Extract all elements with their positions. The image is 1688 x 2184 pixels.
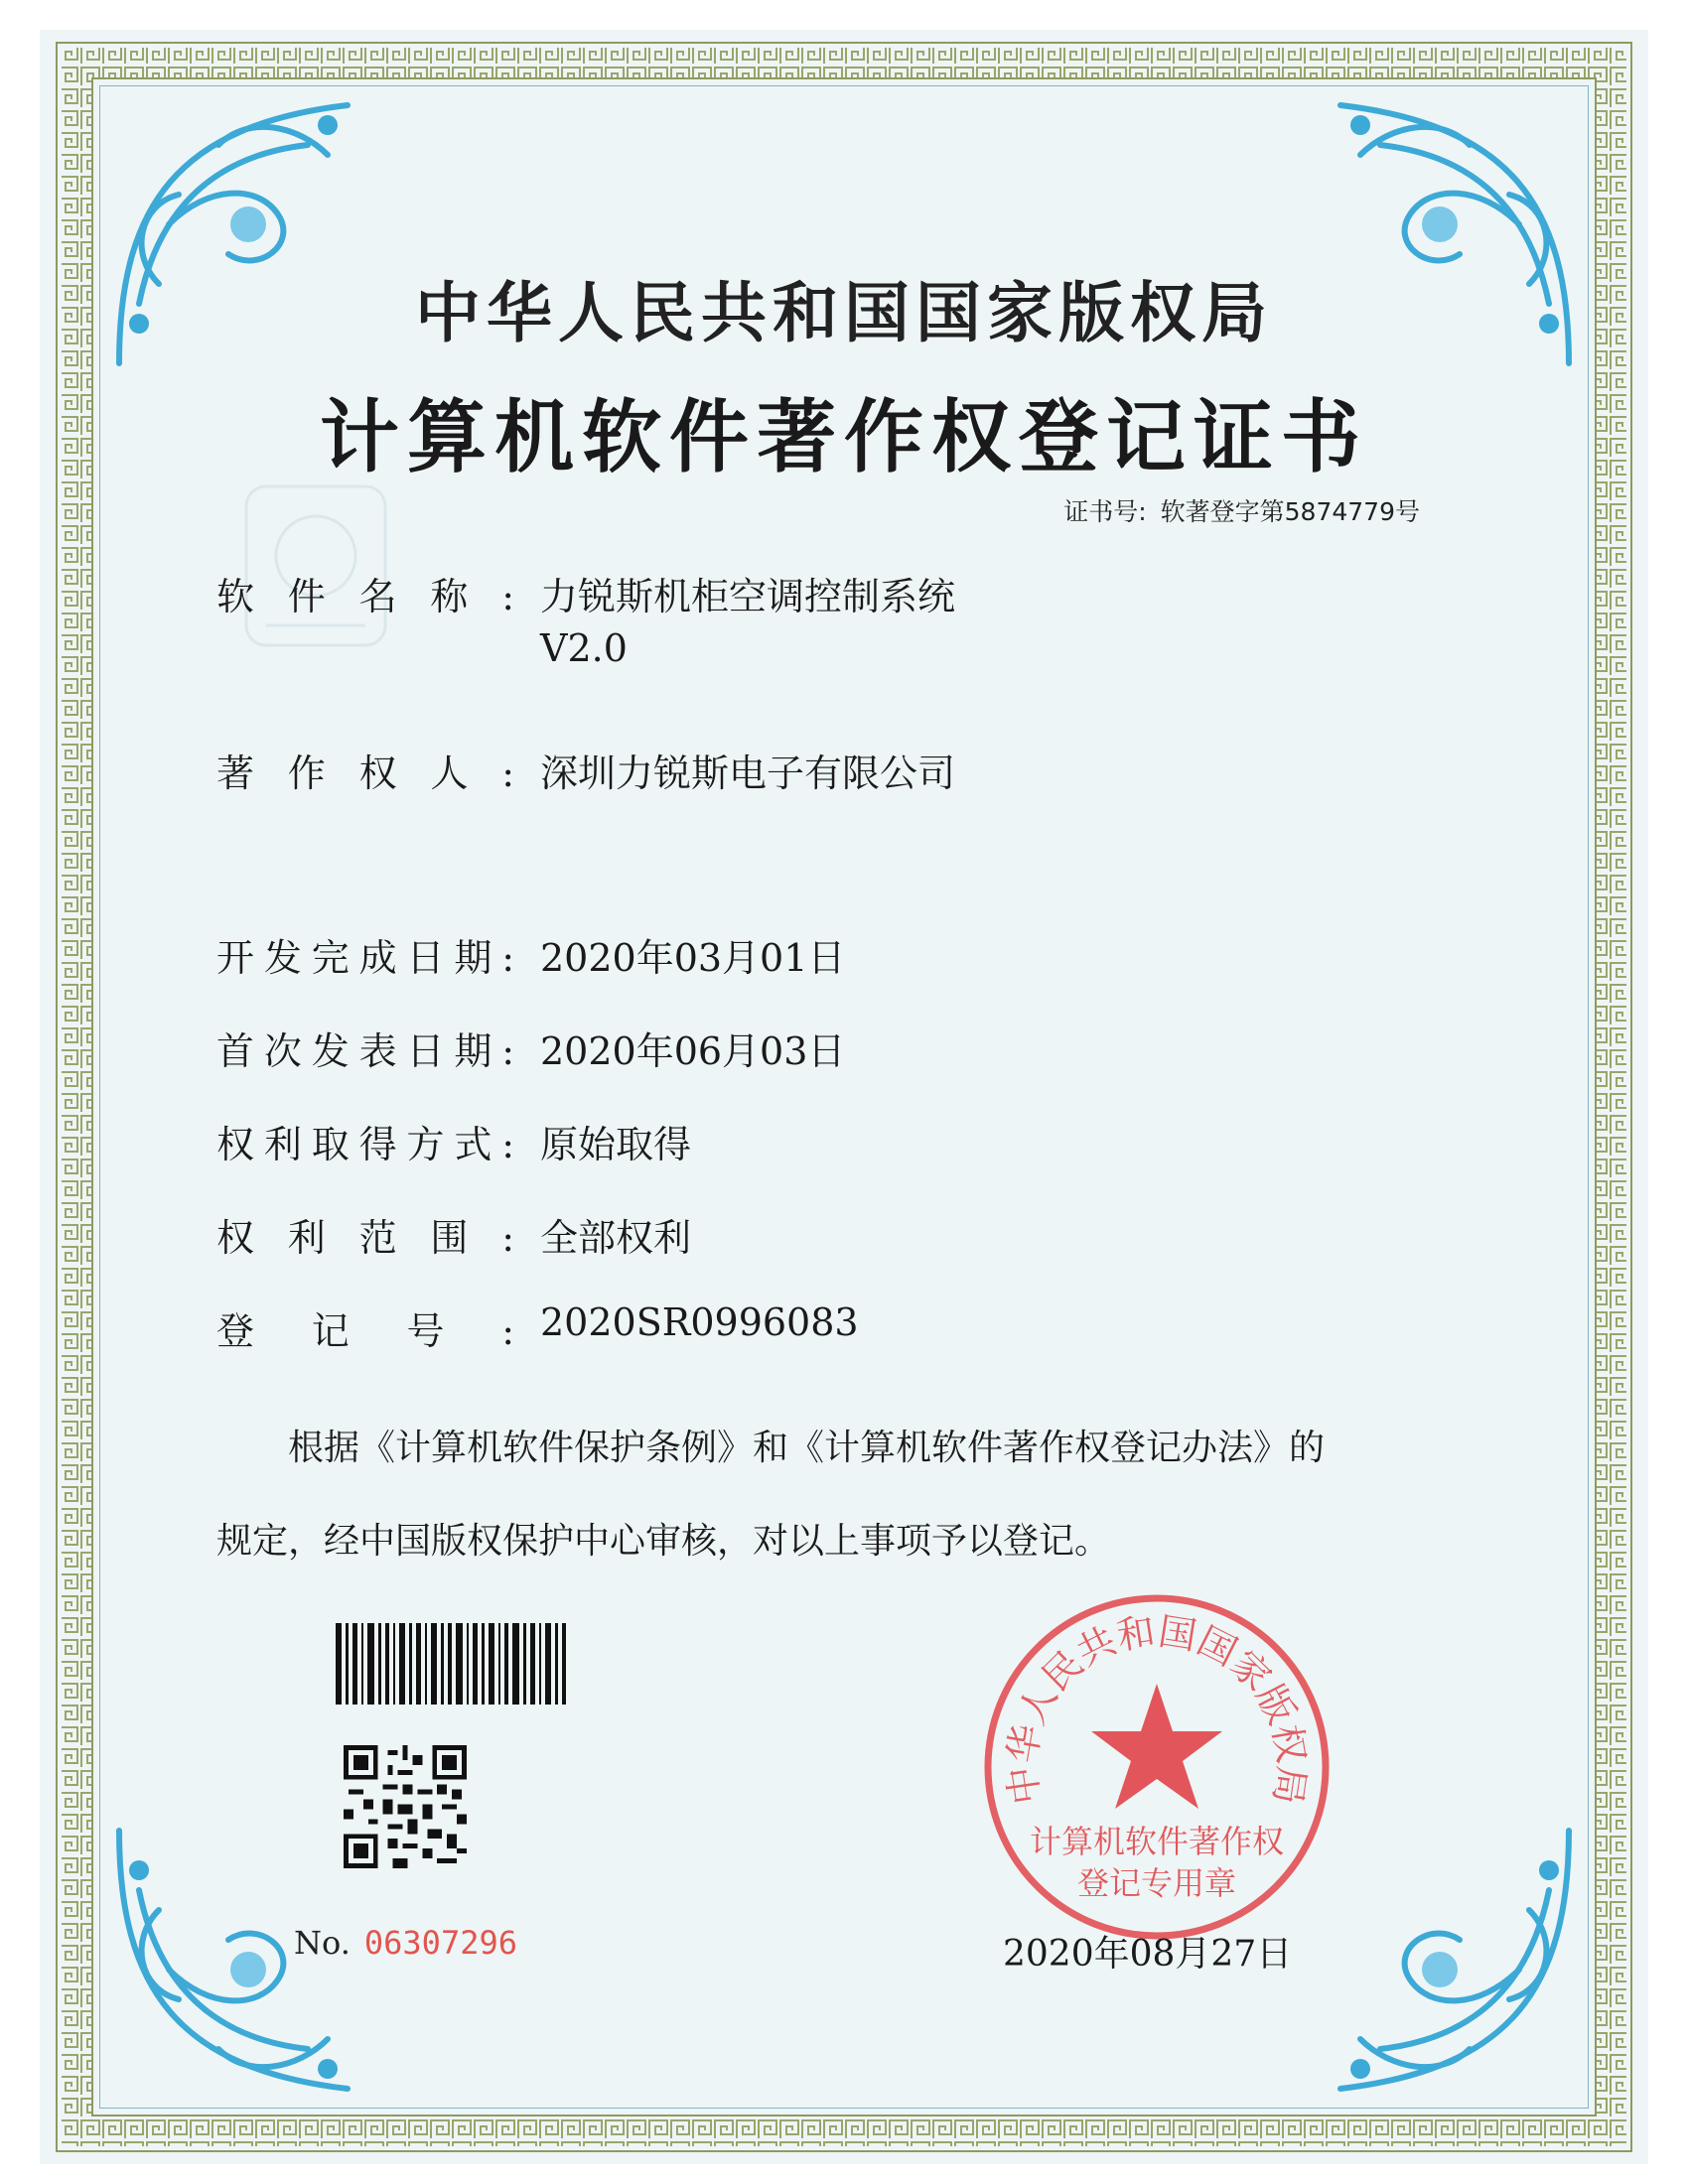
certificate-number-label: 证书号: [1063,497,1147,526]
field-label: 权利范围: [216,1216,514,1260]
certificate-number-value: 软著登字第5874779号 [1160,497,1420,526]
field-registration-number [216,1300,859,1355]
field-value: 全部权利 [540,1216,692,1260]
field-rights-scope [216,1207,691,1262]
serial-label: No. [294,1924,351,1962]
field-label: 软件名称: [216,575,514,618]
qr-code-icon [344,1745,467,1868]
field-value: 2020SR0996083 [540,1300,859,1344]
field-software-name [216,566,955,670]
issue-date: 2020年08月27日 [1003,1934,1293,1975]
field-value: 深圳力锐斯电子有限公司 [540,751,956,795]
statement-line-1: 根据《计算机软件保护条例》和《计算机软件著作权登记办法》的 [288,1428,1326,1468]
official-seal-stamp [978,1588,1336,1946]
certificate-title: 计算机软件著作权登记证书 [320,390,1368,483]
field-value: 2020年03月01日 [540,936,846,980]
field-label: 首次发表日期: [216,1029,514,1073]
field-copyright-owner [216,743,955,797]
barcode-icon [336,1623,566,1705]
field-label: 著作权人: [216,751,514,795]
serial-value: 06307296 [363,1924,517,1962]
field-acquisition-method [216,1114,691,1168]
field-value: 2020年06月03日 [540,1029,846,1073]
svg-text:中华人民共和国国家版权局: 中华人民共和国国家版权局 [999,1608,1315,1808]
field-label: 开发完成日期: [216,936,514,980]
corner-ornament-icon [1291,1811,1589,2109]
svg-text:登记专用章: 登记专用章 [1076,1864,1237,1902]
field-publish-date [216,1021,845,1075]
serial-number [294,1924,517,1962]
statement-line-2: 规定，经中国版权保护中心审核，对以上事项予以登记。 [216,1521,1111,1562]
certificate-number [1063,492,1420,528]
svg-text:计算机软件著作权: 计算机软件著作权 [1029,1823,1285,1860]
field-label: 权利取得方式: [216,1123,514,1166]
field-label: 登记号: [216,1309,514,1353]
field-value: 力锐斯机柜空调控制系统 [540,575,956,618]
field-completion-date [216,927,845,982]
field-value: 原始取得 [540,1123,692,1166]
issuer-title: 中华人民共和国国家版权局 [415,274,1273,351]
field-value-version: V2.0 [540,626,628,670]
